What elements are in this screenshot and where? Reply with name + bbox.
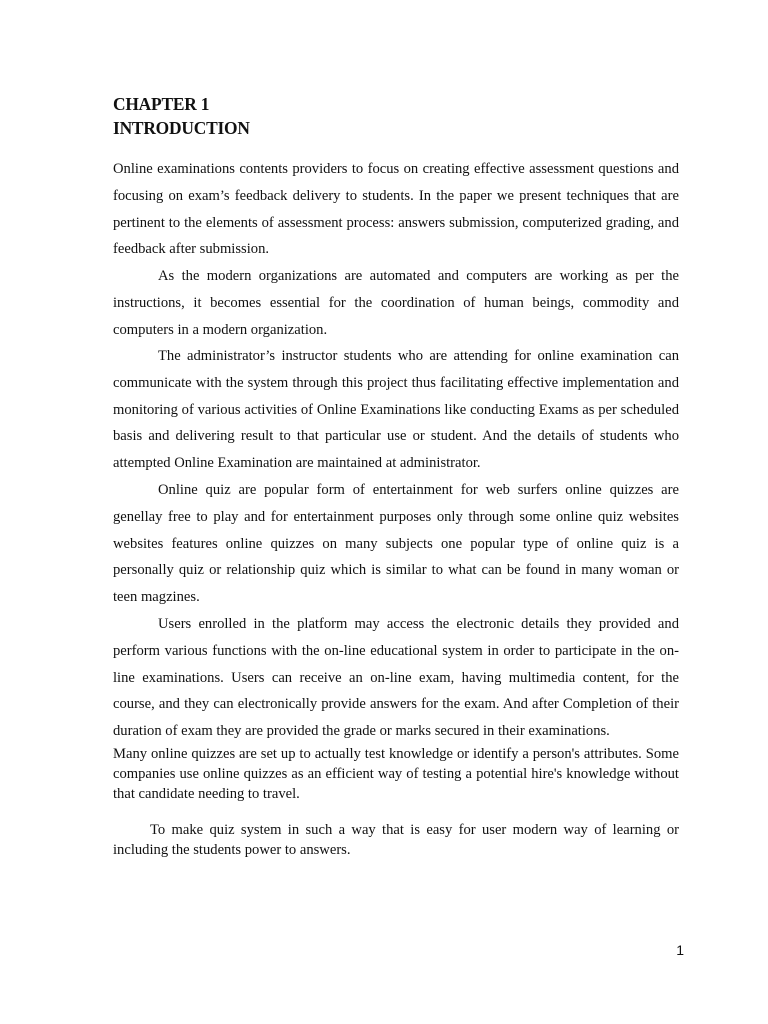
paragraph-6: Many online quizzes are set up to actually test knowledge or identify a person's attributes. Some companies use online quizzes as an efficient way of testing a potential hire's knowledge without that candidate needing to travel. <box>113 746 679 802</box>
paragraph-2: As the modern organizations are automated and computers are working as per the instructions, it becomes essential for the coordination of human beings, commodity and computers in a modern organization. <box>113 268 679 338</box>
chapter-title: INTRODUCTION <box>113 118 250 138</box>
chapter-label: CHAPTER 1 <box>113 94 210 114</box>
paragraph-5: Users enrolled in the platform may access the electronic details they provided and perform various functions with the on-line educational system in order to participate in the on-line examinations. Users can receive an on-line exam, having multimedia content, for the course, and they can electronically provide answers for the exam. And after Completion of their duration of exam they are provided the grade or marks secured in their examinations. <box>113 616 679 740</box>
paragraph-3: The administrator’s instructor students who are attending for online examination can communicate with the system through this project thus facilitating effective implementation and monitoring of various activities of Online Examinations like conducting Exams as per scheduled basis and delivering result to that particular use or student. And the details of students who attempted Online Examination are maintained at administrator. <box>113 348 679 472</box>
chapter-heading <box>113 92 673 140</box>
page-number: 1 <box>676 942 684 958</box>
paragraph-7: To make quiz system in such a way that is easy for user modern way of learning or including the students power to answers. <box>113 822 679 858</box>
paragraph-1: Online examinations contents providers to focus on creating effective assessment questions and focusing on exam’s feedback delivery to students. In the paper we present techniques that are pertinent to the elements of assessment process: answers submission, computerized grading, and feedback after submission. <box>113 161 679 258</box>
paragraph-4: Online quiz are popular form of entertainment for web surfers online quizzes are genellay free to play and for entertainment purposes only through some online quiz websites websites features online quizzes on many subjects one popular type of online quiz is a personally quiz or relationship quiz which is similar to what can be found in many woman or teen magzines. <box>113 482 679 606</box>
